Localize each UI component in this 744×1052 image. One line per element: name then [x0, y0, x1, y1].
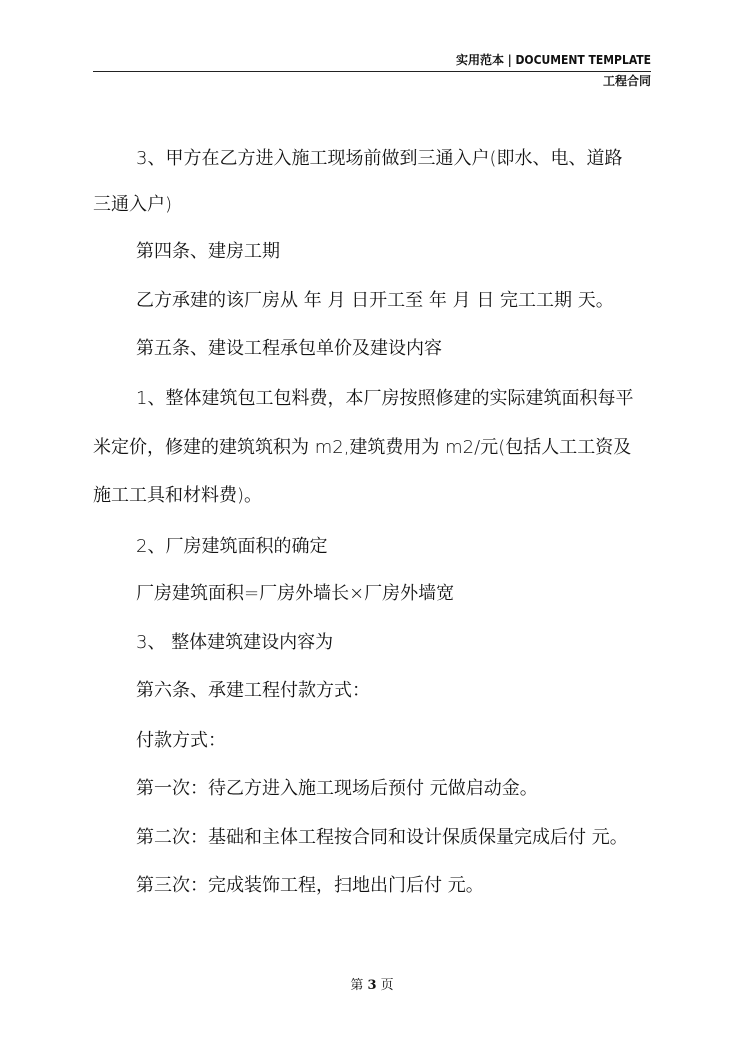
item-3-heading: 3、 整体建筑建设内容为 [136, 632, 334, 653]
header-title: 实用范本 | DOCUMENT TEMPLATE [455, 53, 651, 67]
item-1-line-2: 米定价，修建的建筑筑积为 m2,建筑费用为 m2/元(包括人工工资及 [93, 437, 632, 458]
payment-second: 第二次：基础和主体工程按合同和设计保质保量完成后付 元。 [136, 827, 628, 848]
item-1-line-1: 1、整体建筑包工包料费，本厂房按照修建的实际建筑面积每平 [136, 388, 634, 409]
clause-3-line-2: 三通入户) [93, 194, 173, 215]
page-number-suffix: 页 [380, 978, 394, 993]
payment-first: 第一次：待乙方进入施工现场后预付 元做启动金。 [136, 778, 538, 799]
article-5-heading: 第五条、建设工程承包单价及建设内容 [136, 338, 442, 359]
article-4-heading: 第四条、建房工期 [136, 241, 280, 262]
item-2-heading: 2、厂房建筑面积的确定 [136, 536, 328, 557]
area-formula: 厂房建筑面积=厂房外墙长×厂房外墙宽 [136, 583, 455, 604]
header-subtitle: 工程合同 [602, 74, 651, 88]
page-number-prefix: 第 [350, 978, 364, 993]
item-1-line-3: 施工工具和材料费)。 [93, 485, 263, 506]
payment-third: 第三次：完成装饰工程，扫地出门后付 元。 [136, 875, 484, 896]
construction-period-text: 乙方承建的该厂房从 年 月 日开工至 年 月 日 完工工期 天。 [136, 290, 614, 311]
page-header [93, 52, 651, 89]
payment-method-label: 付款方式： [136, 730, 226, 751]
header-divider [93, 71, 651, 72]
page-footer [0, 974, 744, 993]
page-number: 3 [367, 978, 377, 993]
article-6-heading: 第六条、承建工程付款方式： [136, 680, 370, 701]
clause-3-line-1: 3、甲方在乙方进入施工现场前做到三通入户(即水、电、道路 [136, 148, 623, 169]
